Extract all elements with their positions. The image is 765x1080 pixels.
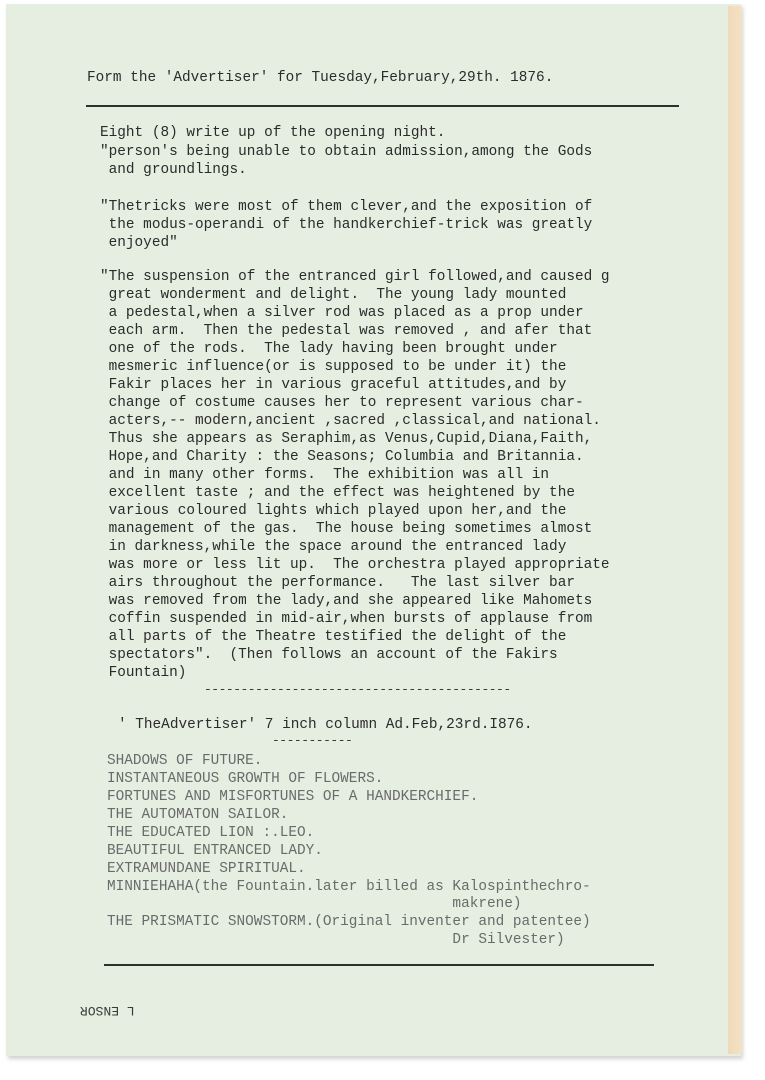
paragraph-line: excellent taste ; and the effect was heightened by the	[100, 485, 575, 501]
advert-item: FORTUNES AND MISFORTUNES OF A HANDKERCHIEF.	[107, 789, 479, 805]
paragraph-line: great wonderment and delight. The young lady mounted	[100, 287, 567, 303]
paragraph-line: management of the gas. The house being sometimes almost	[100, 521, 593, 537]
advert-item: THE PRISMATIC SNOWSTORM.(Original inventer and patentee)	[107, 914, 591, 930]
advert-heading: ' TheAdvertiser' 7 inch column Ad.Feb,23rd.I876.	[118, 717, 533, 733]
document-heading: Form the 'Advertiser' for Tuesday,February,29th. 1876.	[87, 70, 554, 86]
paragraph-line: a pedestal,when a silver rod was placed as a prop under	[100, 305, 584, 321]
intro-line: "person's being unable to obtain admission,among the Gods	[100, 144, 593, 160]
paragraph-line: coffin suspended in mid-air,when bursts of applause from	[100, 611, 593, 627]
paragraph-line: Fountain)	[100, 665, 187, 681]
advert-item: BEAUTIFUL ENTRANCED LADY.	[107, 843, 323, 859]
paragraph-line: various coloured lights which played upon her,and the	[100, 503, 567, 519]
paragraph-line: mesmeric influence(or is supposed to be under it) the	[100, 359, 567, 375]
advert-item: Dr Silvester)	[107, 932, 565, 948]
footer-rule	[104, 964, 654, 966]
advert-item: MINNIEHAHA(the Fountain.later billed as Kalospinthechro-	[107, 879, 591, 895]
advert-item: SHADOWS OF FUTURE.	[107, 753, 263, 769]
advert-item: makrene)	[107, 896, 522, 912]
paragraph-line: all parts of the Theatre testified the delight of the	[100, 629, 567, 645]
advert-heading-underline: -----------	[272, 733, 353, 748]
signature: L ENSOR	[80, 1003, 135, 1018]
intro-line: and groundlings.	[100, 162, 247, 178]
paragraph-line: and in many other forms. The exhibition was all in	[100, 467, 550, 483]
paragraph-line: Hope,and Charity : the Seasons; Columbia and Britannia.	[100, 449, 584, 465]
paragraph-line: airs throughout the performance. The last silver bar	[100, 575, 575, 591]
paragraph-line: Thus she appears as Seraphim,as Venus,Cupid,Diana,Faith,	[100, 431, 593, 447]
section-separator: ------------------------------------------	[204, 682, 511, 697]
paragraph-line: each arm. Then the pedestal was removed , and afer that	[100, 323, 593, 339]
advert-item: THE AUTOMATON SAILOR.	[107, 807, 289, 823]
paragraph-line: spectators". (Then follows an account of the Fakirs	[100, 647, 558, 663]
paragraph-line: acters,-- modern,ancient ,sacred ,classical,and national.	[100, 413, 601, 429]
advert-item: INSTANTANEOUS GROWTH OF FLOWERS.	[107, 771, 384, 787]
paragraph-line: Fakir places her in various graceful attitudes,and by	[100, 377, 567, 393]
paragraph-line: enjoyed"	[100, 235, 178, 251]
paragraph-line: one of the rods. The lady having been brought under	[100, 341, 558, 357]
paragraph-line: "The suspension of the entranced girl followed,and caused g	[100, 269, 610, 285]
heading-rule	[86, 105, 679, 107]
paragraph-line: "Thetricks were most of them clever,and the exposition of	[100, 199, 593, 215]
paragraph-line: change of costume causes her to represent various char-	[100, 395, 584, 411]
paragraph-line: was more or less lit up. The orchestra played appropriate	[100, 557, 610, 573]
paragraph-line: in darkness,while the space around the entranced lady	[100, 539, 567, 555]
paragraph-line: the modus-operandi of the handkerchief-trick was greatly	[100, 217, 593, 233]
advert-item: THE EDUCATED LION :.LEO.	[107, 825, 315, 841]
intro-line: Eight (8) write up of the opening night.	[100, 125, 446, 141]
advert-item: EXTRAMUNDANE SPIRITUAL.	[107, 861, 306, 877]
paragraph-line: was removed from the lady,and she appeared like Mahomets	[100, 593, 593, 609]
